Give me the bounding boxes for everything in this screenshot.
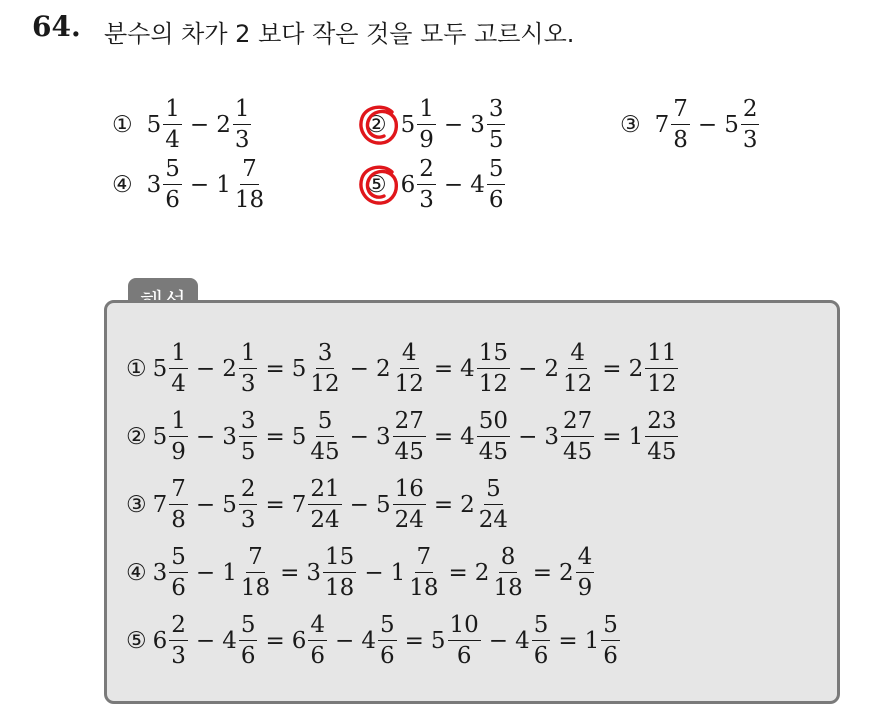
fraction — [561, 338, 594, 399]
denominator: 6 — [165, 187, 180, 213]
whole-part: 3 — [544, 423, 559, 450]
numerator: 1 — [169, 338, 188, 369]
fraction — [239, 338, 258, 399]
mixed-number — [515, 610, 551, 671]
whole-part: 2 — [628, 355, 644, 382]
fraction — [532, 610, 551, 671]
whole-part: 3 — [222, 423, 237, 450]
numerator: 5 — [316, 406, 335, 437]
choice-label — [126, 560, 147, 586]
numerator: 27 — [393, 406, 426, 437]
fraction — [308, 406, 341, 467]
whole-part: 5 — [152, 423, 168, 450]
mixed-number — [216, 94, 252, 155]
fraction — [233, 94, 252, 155]
denominator: 3 — [240, 371, 256, 397]
choice-label-text: ⑤ — [126, 627, 147, 654]
operator: = — [602, 355, 622, 382]
denominator: 6 — [603, 643, 618, 669]
numerator: 3 — [239, 406, 258, 437]
operator: − — [189, 171, 210, 198]
mixed-number — [585, 610, 621, 671]
numerator: 5 — [163, 154, 182, 185]
whole-part: 4 — [470, 171, 485, 198]
operator: − — [195, 423, 216, 450]
denominator: 12 — [563, 371, 593, 397]
fraction — [239, 610, 258, 671]
numerator: 5 — [484, 474, 503, 505]
numerator: 1 — [233, 94, 252, 125]
fraction — [308, 610, 327, 671]
choice-label-text: ② — [126, 423, 147, 450]
operator: − — [195, 491, 216, 518]
fraction — [477, 338, 510, 399]
fraction — [407, 542, 440, 603]
numerator: 15 — [323, 542, 356, 573]
fraction — [169, 338, 188, 399]
choice-label-text: ③ — [126, 491, 147, 518]
mixed-number — [216, 154, 267, 215]
denominator: 12 — [647, 371, 677, 397]
fraction — [671, 94, 690, 155]
numerator: 1 — [239, 338, 258, 369]
numerator: 7 — [169, 474, 188, 505]
whole-part: 3 — [470, 111, 485, 138]
denominator: 45 — [478, 439, 509, 465]
denominator: 4 — [165, 127, 180, 153]
fraction — [169, 474, 188, 535]
choice-label-text: ② — [366, 111, 387, 138]
fraction — [393, 474, 426, 535]
mixed-number — [153, 542, 189, 603]
whole-part: 7 — [152, 491, 168, 518]
whole-part: 5 — [375, 491, 391, 518]
denominator: 9 — [577, 575, 593, 601]
denominator: 24 — [310, 507, 340, 533]
choice-item — [112, 154, 267, 215]
denominator: 12 — [310, 371, 340, 397]
whole-part: 2 — [460, 491, 475, 518]
operator: − — [335, 627, 355, 654]
solution-line — [126, 338, 679, 399]
operator: = — [265, 491, 285, 518]
operator: = — [280, 559, 300, 586]
denominator: 6 — [379, 643, 395, 669]
operator: = — [404, 627, 424, 654]
numerator: 10 — [448, 610, 481, 641]
solution-line — [126, 610, 621, 671]
denominator: 4 — [171, 371, 186, 397]
mixed-number — [401, 154, 437, 215]
operator: − — [518, 423, 538, 450]
operator: = — [265, 355, 285, 382]
fraction — [393, 406, 426, 467]
choice-label — [366, 112, 387, 138]
numerator: 5 — [378, 610, 397, 641]
operator: − — [189, 111, 210, 138]
fraction — [576, 542, 595, 603]
numerator: 21 — [308, 474, 341, 505]
mixed-number — [222, 406, 258, 467]
choice-item — [112, 94, 252, 155]
mixed-number — [361, 610, 397, 671]
choice-label-text: ⑤ — [366, 171, 387, 198]
fraction — [417, 154, 436, 215]
mixed-number — [431, 610, 482, 671]
fraction — [741, 94, 760, 155]
operator: = — [558, 627, 578, 654]
fraction — [601, 610, 620, 671]
mixed-number — [460, 338, 511, 399]
choice-label-text: ④ — [112, 171, 133, 198]
denominator: 3 — [240, 507, 256, 533]
choice-label-text: ③ — [620, 111, 641, 138]
operator: = — [433, 423, 454, 450]
fraction — [491, 542, 524, 603]
choice-label — [112, 112, 133, 138]
whole-part: 5 — [146, 111, 162, 138]
fraction — [308, 474, 341, 535]
whole-part: 5 — [430, 627, 446, 654]
problem-number: 64. — [32, 10, 81, 43]
fraction — [308, 338, 341, 399]
fraction — [645, 338, 678, 399]
denominator: 6 — [456, 643, 472, 669]
whole-part: 6 — [400, 171, 416, 198]
mixed-number — [629, 406, 680, 467]
denominator: 12 — [478, 371, 509, 397]
choice-label — [126, 492, 147, 518]
operator: = — [265, 423, 285, 450]
mixed-number — [153, 338, 189, 399]
mixed-number — [292, 610, 328, 671]
choice-label — [126, 356, 147, 382]
denominator: 18 — [240, 575, 271, 601]
mixed-number — [153, 474, 189, 535]
numerator: 23 — [645, 406, 678, 437]
fraction — [448, 610, 481, 671]
mixed-number — [222, 610, 258, 671]
whole-part: 1 — [584, 627, 600, 654]
operator: = — [433, 355, 454, 382]
denominator: 5 — [240, 439, 256, 465]
whole-part: 5 — [222, 491, 237, 518]
numerator: 4 — [576, 542, 595, 573]
denominator: 45 — [563, 439, 593, 465]
fraction — [239, 542, 272, 603]
numerator: 3 — [487, 94, 506, 125]
numerator: 5 — [601, 610, 620, 641]
fraction — [378, 610, 397, 671]
mixed-number — [460, 474, 511, 535]
whole-part: 3 — [375, 423, 391, 450]
fraction — [645, 406, 678, 467]
mixed-number — [376, 406, 427, 467]
whole-part: 1 — [628, 423, 644, 450]
whole-part: 2 — [375, 355, 391, 382]
denominator: 6 — [240, 643, 256, 669]
whole-part: 5 — [724, 111, 739, 138]
operator: − — [349, 491, 369, 518]
mixed-number — [222, 338, 258, 399]
numerator: 5 — [487, 154, 506, 185]
mixed-number — [376, 474, 427, 535]
numerator: 2 — [417, 154, 436, 185]
whole-part: 4 — [460, 355, 475, 382]
mixed-number — [391, 542, 442, 603]
choice-label — [620, 112, 641, 138]
choice-label — [126, 628, 147, 654]
whole-part: 2 — [222, 355, 237, 382]
denominator: 45 — [394, 439, 424, 465]
mixed-number — [470, 94, 506, 155]
problem-text: 분수의 차가 2 보다 작은 것을 모두 고르시오. — [104, 20, 575, 48]
fraction — [393, 338, 426, 399]
whole-part: 5 — [152, 355, 168, 382]
choice-item — [366, 154, 506, 215]
numerator: 5 — [532, 610, 551, 641]
operator: = — [602, 423, 622, 450]
whole-part: 4 — [222, 627, 237, 654]
denominator: 3 — [234, 127, 250, 153]
whole-part: 5 — [291, 355, 307, 382]
mixed-number — [629, 338, 680, 399]
denominator: 5 — [488, 127, 504, 153]
solution-line — [126, 542, 595, 603]
denominator: 6 — [310, 643, 326, 669]
denominator: 45 — [310, 439, 340, 465]
whole-part: 7 — [654, 111, 670, 138]
numerator: 8 — [499, 542, 518, 573]
denominator: 24 — [478, 507, 509, 533]
denominator: 24 — [394, 507, 424, 533]
whole-part: 6 — [291, 627, 307, 654]
mixed-number — [724, 94, 760, 155]
mixed-number — [292, 338, 343, 399]
choice-label — [112, 172, 133, 198]
denominator: 18 — [234, 187, 265, 213]
denominator: 18 — [325, 575, 355, 601]
fraction — [561, 406, 594, 467]
fraction — [163, 154, 182, 215]
denominator: 18 — [409, 575, 439, 601]
numerator: 50 — [477, 406, 510, 437]
fraction — [169, 406, 188, 467]
operator: − — [195, 627, 216, 654]
numerator: 7 — [246, 542, 265, 573]
numerator: 4 — [568, 338, 587, 369]
denominator: 6 — [488, 187, 504, 213]
operator: − — [697, 111, 718, 138]
operator: − — [195, 355, 216, 382]
fraction — [233, 154, 266, 215]
operator: = — [448, 559, 468, 586]
mixed-number — [153, 610, 189, 671]
fraction — [169, 542, 188, 603]
mixed-number — [401, 94, 437, 155]
whole-part: 3 — [146, 171, 162, 198]
whole-part: 1 — [216, 171, 231, 198]
whole-part: 2 — [544, 355, 559, 382]
choice-label-text: ① — [126, 355, 147, 382]
whole-part: 5 — [291, 423, 307, 450]
operator: = — [265, 627, 285, 654]
mixed-number — [147, 154, 183, 215]
mixed-number — [222, 474, 258, 535]
denominator: 9 — [419, 127, 434, 153]
whole-part: 3 — [152, 559, 168, 586]
fraction — [239, 474, 258, 535]
operator: = — [532, 559, 552, 586]
fraction — [487, 154, 506, 215]
denominator: 3 — [171, 643, 186, 669]
mixed-number — [544, 406, 595, 467]
operator: = — [433, 491, 454, 518]
mixed-number — [460, 406, 511, 467]
mixed-number — [559, 542, 595, 603]
numerator: 4 — [308, 610, 327, 641]
denominator: 9 — [171, 439, 186, 465]
fraction — [239, 406, 258, 467]
fraction — [477, 474, 510, 535]
choice-label — [366, 172, 387, 198]
operator: − — [443, 111, 464, 138]
whole-part: 6 — [152, 627, 168, 654]
whole-part: 2 — [474, 559, 490, 586]
operator: − — [488, 627, 509, 654]
numerator: 15 — [477, 338, 510, 369]
denominator: 3 — [419, 187, 434, 213]
denominator: 12 — [394, 371, 424, 397]
whole-part: 4 — [361, 627, 376, 654]
choice-label — [126, 424, 147, 450]
operator: − — [364, 559, 384, 586]
numerator: 7 — [240, 154, 259, 185]
mixed-number — [475, 542, 526, 603]
mixed-number — [544, 338, 595, 399]
fraction — [323, 542, 356, 603]
mixed-number — [376, 338, 427, 399]
whole-part: 2 — [559, 559, 574, 586]
whole-part: 4 — [515, 627, 530, 654]
numerator: 1 — [417, 94, 436, 125]
numerator: 5 — [239, 610, 258, 641]
fraction — [477, 406, 510, 467]
mixed-number — [147, 94, 183, 155]
denominator: 3 — [742, 127, 758, 153]
numerator: 27 — [561, 406, 594, 437]
operator: − — [518, 355, 538, 382]
denominator: 18 — [493, 575, 523, 601]
choice-label-text: ① — [112, 111, 133, 138]
whole-part: 3 — [306, 559, 322, 586]
mixed-number — [153, 406, 189, 467]
operator: − — [443, 171, 464, 198]
whole-part: 4 — [460, 423, 475, 450]
choice-label-text: ④ — [126, 559, 147, 586]
numerator: 2 — [741, 94, 760, 125]
numerator: 7 — [671, 94, 690, 125]
numerator: 1 — [163, 94, 182, 125]
solution-line — [126, 406, 679, 467]
denominator: 8 — [171, 507, 186, 533]
numerator: 2 — [169, 610, 188, 641]
numerator: 5 — [169, 542, 188, 573]
denominator: 6 — [533, 643, 549, 669]
numerator: 2 — [239, 474, 258, 505]
solution-line — [126, 474, 511, 535]
whole-part: 7 — [291, 491, 307, 518]
numerator: 7 — [415, 542, 434, 573]
mixed-number — [470, 154, 506, 215]
operator: − — [349, 423, 369, 450]
mixed-number — [306, 542, 357, 603]
numerator: 4 — [400, 338, 419, 369]
choice-item — [366, 94, 506, 155]
fraction — [163, 94, 182, 155]
numerator: 1 — [169, 406, 188, 437]
operator: − — [349, 355, 369, 382]
fraction — [417, 94, 436, 155]
denominator: 45 — [647, 439, 677, 465]
operator: − — [195, 559, 216, 586]
denominator: 8 — [673, 127, 688, 153]
mixed-number — [292, 406, 343, 467]
fraction — [169, 610, 188, 671]
fraction — [487, 94, 506, 155]
numerator: 16 — [393, 474, 426, 505]
numerator: 11 — [645, 338, 678, 369]
whole-part: 1 — [222, 559, 237, 586]
mixed-number — [222, 542, 273, 603]
whole-part: 5 — [400, 111, 416, 138]
denominator: 6 — [171, 575, 186, 601]
mixed-number — [292, 474, 343, 535]
numerator: 3 — [316, 338, 335, 369]
whole-part: 2 — [216, 111, 231, 138]
choice-item — [620, 94, 760, 155]
mixed-number — [655, 94, 691, 155]
whole-part: 1 — [390, 559, 406, 586]
